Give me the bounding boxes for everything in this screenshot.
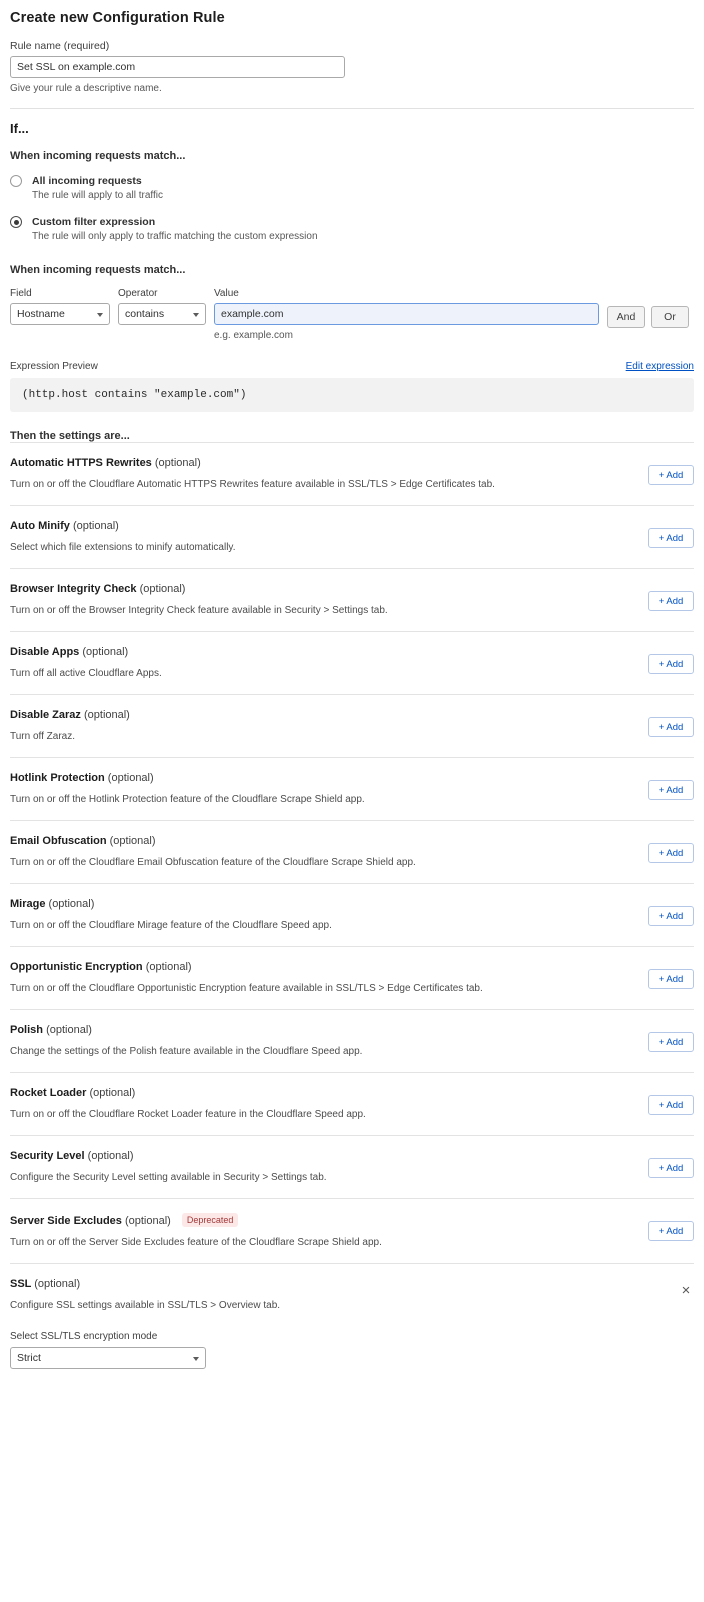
setting-title: Rocket Loader (optional): [10, 1087, 136, 1099]
field-label: Field: [10, 288, 32, 299]
value-label: Value: [214, 288, 239, 299]
operator-select[interactable]: contains: [118, 303, 206, 325]
expression-preview-header: [10, 361, 694, 372]
add-button[interactable]: + Add: [648, 1221, 694, 1241]
setting-title: SSL (optional): [10, 1278, 81, 1290]
setting-description: Select which file extensions to minify automatically.: [10, 542, 236, 553]
then-heading: Then the settings are...: [10, 430, 130, 442]
setting-row-mirage: [10, 883, 694, 946]
setting-description: Turn on or off the Cloudflare Automatic HTTPS Rewrites feature available in SSL/TLS > Edge Certificates tab.: [10, 479, 495, 490]
ssl-mode-label: Select SSL/TLS encryption mode: [10, 1331, 158, 1342]
radio-desc-all-requests: The rule will apply to all traffic: [32, 190, 163, 201]
setting-description: Change the settings of the Polish feature available in the Cloudflare Speed app.: [10, 1046, 363, 1057]
add-button[interactable]: + Add: [648, 591, 694, 611]
setting-title: Email Obfuscation (optional): [10, 835, 156, 847]
close-icon[interactable]: ×: [681, 1282, 691, 1299]
add-button[interactable]: + Add: [648, 843, 694, 863]
setting-description: Turn on or off the Server Side Excludes feature of the Cloudflare Scrape Shield app.: [10, 1237, 382, 1248]
setting-description: Turn on or off the Cloudflare Email Obfuscation feature of the Cloudflare Scrape Shield app.: [10, 857, 416, 868]
setting-row-security-level: [10, 1135, 694, 1198]
operator-label: Operator: [118, 288, 158, 299]
setting-title: Browser Integrity Check (optional): [10, 583, 186, 595]
setting-title: Disable Apps (optional): [10, 646, 129, 658]
setting-row-browser-integrity-check: [10, 568, 694, 631]
setting-description: Turn on or off the Cloudflare Mirage feature of the Cloudflare Speed app.: [10, 920, 332, 931]
expression-subheading: When incoming requests match...: [10, 264, 186, 276]
add-button[interactable]: + Add: [648, 528, 694, 548]
field-select[interactable]: Hostname: [10, 303, 110, 325]
add-button[interactable]: + Add: [648, 1032, 694, 1052]
add-button[interactable]: + Add: [648, 906, 694, 926]
setting-description: Configure SSL settings available in SSL/TLS > Overview tab.: [10, 1300, 281, 1311]
setting-title: Server Side Excludes (optional) Deprecated: [10, 1213, 382, 1227]
page-title: Create new Configuration Rule: [10, 10, 225, 26]
and-or-buttons: [607, 288, 689, 328]
add-button[interactable]: + Add: [648, 465, 694, 485]
add-button[interactable]: + Add: [648, 780, 694, 800]
rule-name-help: Give your rule a descriptive name.: [10, 83, 162, 94]
setting-title: Disable Zaraz (optional): [10, 709, 130, 721]
add-button[interactable]: + Add: [648, 1158, 694, 1178]
setting-title: Mirage (optional): [10, 898, 95, 910]
operator-column: [118, 288, 206, 325]
rule-name-label: Rule name (required): [10, 40, 110, 52]
expression-preview-code: (http.host contains "example.com"): [10, 378, 694, 412]
status-badge-deprecated: Deprecated: [182, 1213, 239, 1227]
setting-row-ssl: [10, 1263, 694, 1393]
divider: [10, 108, 694, 109]
value-column: [214, 288, 599, 341]
expression-builder-row: [10, 288, 694, 341]
setting-row-disable-apps: [10, 631, 694, 694]
expression-preview-label: Expression Preview: [10, 361, 98, 372]
setting-description: Turn off Zaraz.: [10, 731, 76, 742]
setting-title: Opportunistic Encryption (optional): [10, 961, 192, 973]
radio-icon-all-requests[interactable]: [10, 175, 22, 187]
edit-expression-link[interactable]: Edit expression: [625, 361, 694, 372]
if-subheading: When incoming requests match...: [10, 150, 186, 162]
radio-icon-custom-filter[interactable]: [10, 216, 22, 228]
setting-description: Turn on or off the Hotlink Protection feature of the Cloudflare Scrape Shield app.: [10, 794, 365, 805]
setting-title: Automatic HTTPS Rewrites (optional): [10, 457, 201, 469]
add-button[interactable]: + Add: [648, 654, 694, 674]
setting-row-disable-zaraz: [10, 694, 694, 757]
setting-description: Turn on or off the Browser Integrity Check feature available in Security > Settings tab.: [10, 605, 388, 616]
if-heading: If...: [10, 121, 29, 136]
setting-row-email-obfuscation: [10, 820, 694, 883]
setting-row-automatic-https-rewrites: [10, 442, 694, 505]
radio-label-custom-filter: Custom filter expression: [32, 216, 156, 228]
setting-description: Turn off all active Cloudflare Apps.: [10, 668, 162, 679]
setting-description: Configure the Security Level setting available in Security > Settings tab.: [10, 1172, 327, 1183]
add-button[interactable]: + Add: [648, 717, 694, 737]
setting-row-polish: [10, 1009, 694, 1072]
radio-option-all-requests[interactable]: [10, 174, 694, 201]
setting-title: Hotlink Protection (optional): [10, 772, 154, 784]
add-button[interactable]: + Add: [648, 1095, 694, 1115]
configuration-rule-page: [0, 10, 704, 1393]
radio-desc-custom-filter: The rule will only apply to traffic matching the custom expression: [32, 231, 318, 242]
rule-name-input[interactable]: [10, 56, 345, 78]
and-button[interactable]: And: [607, 306, 645, 328]
value-input[interactable]: [214, 303, 599, 325]
setting-description: Turn on or off the Cloudflare Rocket Loader feature in the Cloudflare Speed app.: [10, 1109, 366, 1120]
setting-description: Turn on or off the Cloudflare Opportunistic Encryption feature available in SSL/TLS > Edge Certificates tab.: [10, 983, 483, 994]
value-hint: e.g. example.com: [214, 330, 293, 341]
setting-title: Auto Minify (optional): [10, 520, 119, 532]
setting-row-server-side-excludes: [10, 1198, 694, 1263]
field-column: [10, 288, 110, 325]
ssl-mode-select[interactable]: Strict: [10, 1347, 206, 1369]
radio-label-all-requests: All incoming requests: [32, 175, 142, 187]
rule-name-group: [10, 40, 694, 94]
add-button[interactable]: + Add: [648, 969, 694, 989]
setting-title: Security Level (optional): [10, 1150, 134, 1162]
radio-option-custom-filter[interactable]: [10, 215, 694, 242]
setting-title: Polish (optional): [10, 1024, 92, 1036]
setting-row-auto-minify: [10, 505, 694, 568]
setting-row-hotlink-protection: [10, 757, 694, 820]
setting-row-opportunistic-encryption: [10, 946, 694, 1009]
or-button[interactable]: Or: [651, 306, 689, 328]
setting-row-rocket-loader: [10, 1072, 694, 1135]
